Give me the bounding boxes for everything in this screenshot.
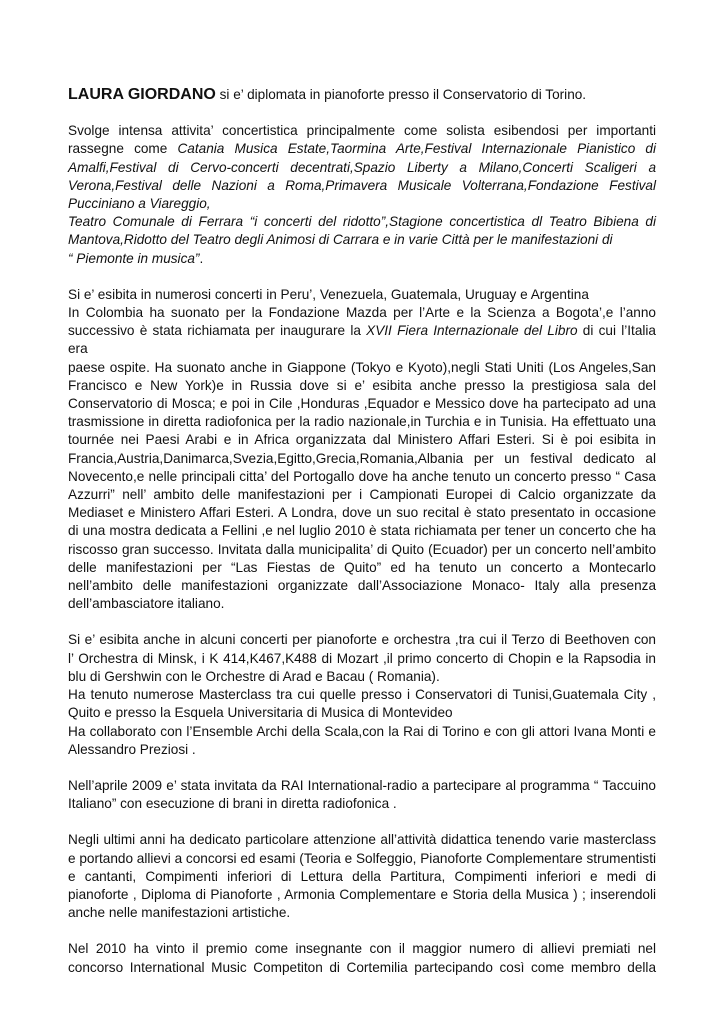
text-line: l’ Orchestra di Minsk, i K 414,K467,K488 di Mozart ,il primo concerto di Chopin e la Rapsodia in <box>68 650 656 666</box>
title-paragraph <box>68 86 656 104</box>
intro-text: si e’ diplomata in pianoforte presso il Conservatorio di Torino. <box>215 87 587 102</box>
text-line: nell’ambito delle manifestazioni organizzate dall’Associazione Monaco- Italy alla presenza <box>68 578 656 594</box>
text-line: Mediaset e Ministero Affari Esteri. A Londra, dove un suo recital è stato presentato in occasione <box>68 505 656 521</box>
italic-line: Amalfi,Festival di Cervo-concerti decentrati,Spazio Liberty a Milano,Concerti Scaligeri a <box>68 159 656 175</box>
text-line <box>68 322 656 358</box>
paragraph-teaching <box>68 831 656 922</box>
text-run: rassegne come <box>68 141 178 157</box>
paragraph-award <box>68 940 656 976</box>
text-run: Ha suonato anche in Giappone (Tokyo e Kyoto),negli Stati Uniti (Los Angeles,San <box>154 359 656 375</box>
text-line: Negli ultimi anni ha dedicato particolare attenzione all’attività didattica tenendo varie masterclass <box>68 832 656 848</box>
italic-line: Mantova,Ridotto del Teatro degli Animosi di Carrara e in varie Città per le manifestazioni di <box>68 232 613 248</box>
text-line: di una mostra dedicata a Fellini ,e nel luglio 2010 è stata richiamata per tener un concerto che ha <box>68 523 656 539</box>
text-run: . <box>199 250 204 266</box>
text-line: Nell’aprile 2009 e’ stata invitata da RAI International-radio a partecipare al programma “ Taccuino <box>68 777 656 793</box>
paragraph-international-concerts <box>68 286 656 614</box>
text-line: Si e’ esibita anche in alcuni concerti per pianoforte e orchestra ,tra cui il Terzo di Beethoven con <box>68 632 656 648</box>
text-line: Nel 2010 ha vinto il premio come insegnante con il maggior numero di allievi premiati nel <box>68 941 656 957</box>
text-line: Conservatorio di Mosca; e poi in Cile ,Honduras ,Equador e Messico dove ha partecipato ad una <box>68 396 656 412</box>
paragraph-rai <box>68 777 656 813</box>
text-line: delle manifestazioni per “Las Fiestas de Quito” ed ha tenuto un concerto a Montecarlo <box>68 559 656 575</box>
text-line: dell’ambasciatore italiano. <box>68 596 225 612</box>
text-run: successivo è stata richiamata per inaugurare la <box>68 323 367 339</box>
italic-line: Pucciniano a Viareggio, <box>68 196 211 212</box>
italic-run: “ Piemonte in musica” <box>68 250 200 266</box>
text-line: Si e’ esibita in numerosi concerti in Peru’, Venezuela, Guatemala, Uruguay e Argentina <box>68 286 589 302</box>
paragraph-orchestra <box>68 631 656 758</box>
text-run: paese ospite. <box>68 359 155 375</box>
text-line: Novecento,e nelle principali citta’ del Portogallo dove ha anche tenuto un concerto presso “ Casa <box>68 468 656 484</box>
italic-line: Teatro Comunale di Ferrara “i concerti del ridotto”,Stagione concertistica dl Teatro Bibiena di <box>68 214 656 230</box>
text-line: Quito e presso la Esquela Universitaria di Musica di Montevideo <box>68 705 453 721</box>
text-line: blu di Gershwin con le Orchestre di Arad e Bacau ( Romania). <box>68 668 440 684</box>
italic-run: Catania Musica Estate,Taormina Arte,Festival Internazionale Pianistico di <box>177 141 657 157</box>
text-line: e cantanti, Compimenti inferiori di Lettura della Partitura, Compimenti inferiori e medi di <box>68 868 656 884</box>
text-line <box>68 140 656 158</box>
text-line: Ha collaborato con l’Ensemble Archi della Scala,con la Rai di Torino e con gli attori Ivana Monti e <box>68 723 656 739</box>
italic-line: Verona,Festival delle Nazioni a Roma,Primavera Musicale Volterrana,Fondazione Festival <box>68 177 656 193</box>
text-line: pianoforte , Diploma di Pianoforte , Armonia Complementare e Storia della Musica ) ; inserendoli <box>68 886 656 902</box>
text-line: riscosso gran successo. Invitata dalla municipalita’ di Quito (Ecuador) per un concerto nell’ambito <box>68 541 656 557</box>
text-line: concorso International Music Competiton di Cortemilia partecipando così come membro della <box>68 959 656 975</box>
text-run: di cui l’Italia era <box>68 323 656 357</box>
text-line <box>68 250 656 268</box>
artist-name: LAURA GIORDANO <box>68 86 216 103</box>
text-line: Azzurri” nell’ ambito delle manifestazioni per i Campionati Europei di Calcio organizzate da <box>68 487 656 503</box>
text-line: Italiano” con esecuzione di brani in diretta radiofonica . <box>68 796 397 812</box>
text-line: Francia,Austria,Danimarca,Svezia,Egitto,Grecia,Romania,Albania per un festival dedicato al <box>68 450 656 466</box>
text-line: e portando allievi a concorsi ed esami (Teoria e Solfeggio, Pianoforte Complementare strumentisti <box>68 850 656 866</box>
text-line: trasmissione in diretta radiofonica per la radio nazionale,in Turchia e in Tunisia. Ha effettuato una <box>68 414 656 430</box>
text-line: Svolge intensa attivita’ concertistica principalmente come solista esibendosi per importanti <box>68 123 656 139</box>
italic-run: XVII Fiera Internazionale del Libro <box>366 323 578 339</box>
text-line: anche nelle manifestazioni artistiche. <box>68 905 291 921</box>
text-line: Alessandro Preziosi . <box>68 741 196 757</box>
paragraph-festivals <box>68 122 656 268</box>
text-line: Francisco e New York)e in Russia dove si e’ esibita anche presso la prestigiosa sala del <box>68 377 656 393</box>
text-line: tournée nei Paesi Arabi e in Africa organizzata dal Ministero Affari Esteri. Si è poi esibita in <box>68 432 656 448</box>
text-line: In Colombia ha suonato per la Fondazione Mazda per l’Arte e la Scienza a Bogota’,e l’anno <box>68 305 656 321</box>
text-line: Ha tenuto numerose Masterclass tra cui quelle presso i Conservatori di Tunisi,Guatemala City , <box>68 687 656 703</box>
text-line <box>68 359 656 377</box>
